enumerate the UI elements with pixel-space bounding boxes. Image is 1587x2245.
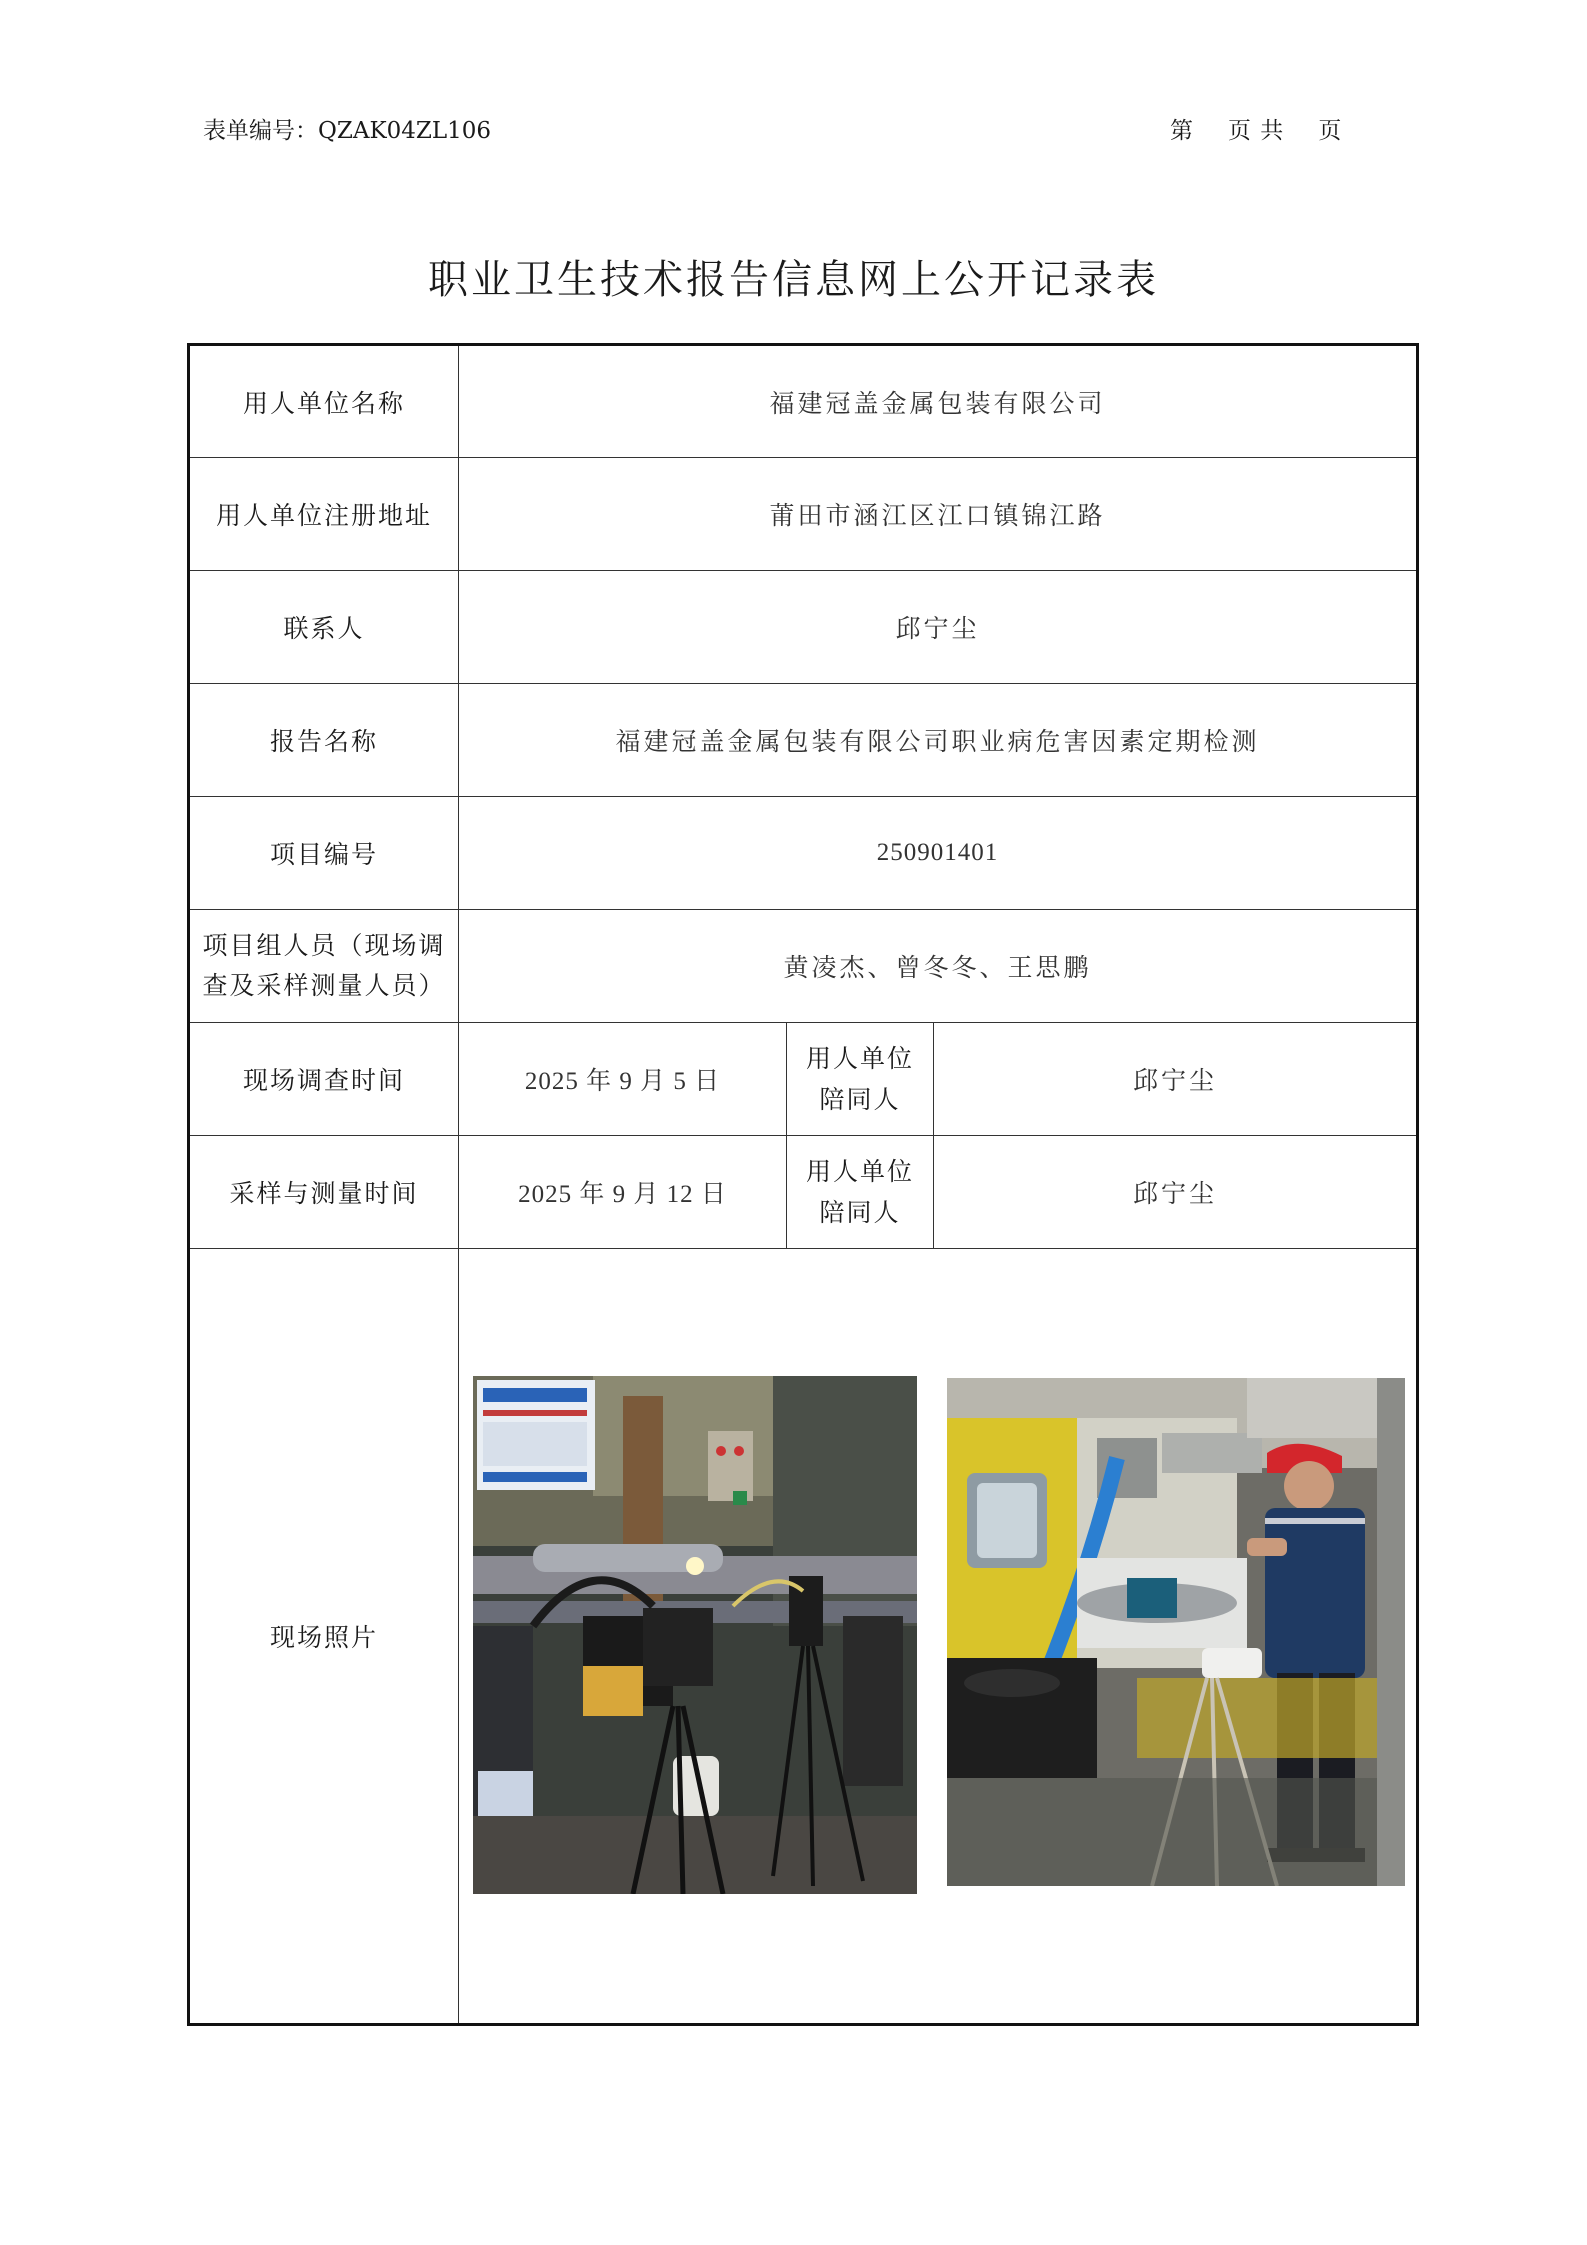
report-name-value: 福建冠盖金属包装有限公司职业病危害因素定期检测 [459, 684, 1418, 797]
project-number-label: 项目编号 [189, 797, 459, 910]
row-project-number [189, 797, 1418, 910]
sampling-escort-label-line1: 用人单位 [805, 1157, 914, 1186]
survey-escort-label-line1: 用人单位 [805, 1044, 914, 1073]
employer-name-label: 用人单位名称 [189, 345, 459, 458]
survey-escort-value: 邱宁尘 [934, 1023, 1418, 1136]
report-name-label: 报告名称 [189, 684, 459, 797]
sampling-escort-label [787, 1136, 934, 1249]
row-contact [189, 571, 1418, 684]
row-employer-name [189, 345, 1418, 458]
survey-time-label: 现场调查时间 [189, 1023, 459, 1136]
sampling-escort-value: 邱宁尘 [934, 1136, 1418, 1249]
sampling-escort-label-line2: 陪同人 [819, 1198, 901, 1227]
contact-value: 邱宁尘 [459, 571, 1418, 684]
page-indicator [1170, 112, 1342, 145]
row-survey-time [189, 1023, 1418, 1136]
site-photo-2-image [947, 1378, 1405, 1886]
sampling-time-value: 2025 年 9 月 12 日 [459, 1136, 787, 1249]
row-registered-address [189, 458, 1418, 571]
photos-cell [459, 1249, 1418, 2025]
survey-escort-label-line2: 陪同人 [819, 1085, 901, 1114]
contact-label: 联系人 [189, 571, 459, 684]
page-label-ye-gong: 页 共 [1228, 118, 1285, 144]
team-members-label [189, 910, 459, 1023]
photos-label: 现场照片 [189, 1249, 459, 2025]
team-members-label-line1: 项目组人员（现场调 [202, 931, 446, 960]
team-members-value: 黄凌杰、曾冬冬、王思鹏 [459, 910, 1418, 1023]
row-report-name [189, 684, 1418, 797]
row-team-members [189, 910, 1418, 1023]
row-photos [189, 1249, 1418, 2025]
survey-time-value: 2025 年 9 月 5 日 [459, 1023, 787, 1136]
site-photo-1-image [473, 1376, 917, 1894]
document-title: 职业卫生技术报告信息网上公开记录表 [428, 257, 1159, 303]
project-number-value: 250901401 [459, 797, 1418, 910]
site-photo-1 [473, 1376, 917, 1894]
employer-name-value: 福建冠盖金属包装有限公司 [459, 345, 1418, 458]
registered-address-label: 用人单位注册地址 [189, 458, 459, 571]
team-members-label-line2: 查及采样测量人员） [202, 971, 446, 1000]
registered-address-value: 莆田市涵江区江口镇锦江路 [459, 458, 1418, 571]
page-label-ye: 页 [1318, 118, 1343, 144]
form-number: 表单编号：QZAK04ZL106 [203, 118, 492, 144]
site-photo-2 [947, 1378, 1405, 1886]
survey-escort-label [787, 1023, 934, 1136]
record-table [187, 343, 1419, 2026]
page-label-di: 第 [1170, 118, 1194, 144]
row-sampling-time [189, 1136, 1418, 1249]
sampling-time-label: 采样与测量时间 [189, 1136, 459, 1249]
